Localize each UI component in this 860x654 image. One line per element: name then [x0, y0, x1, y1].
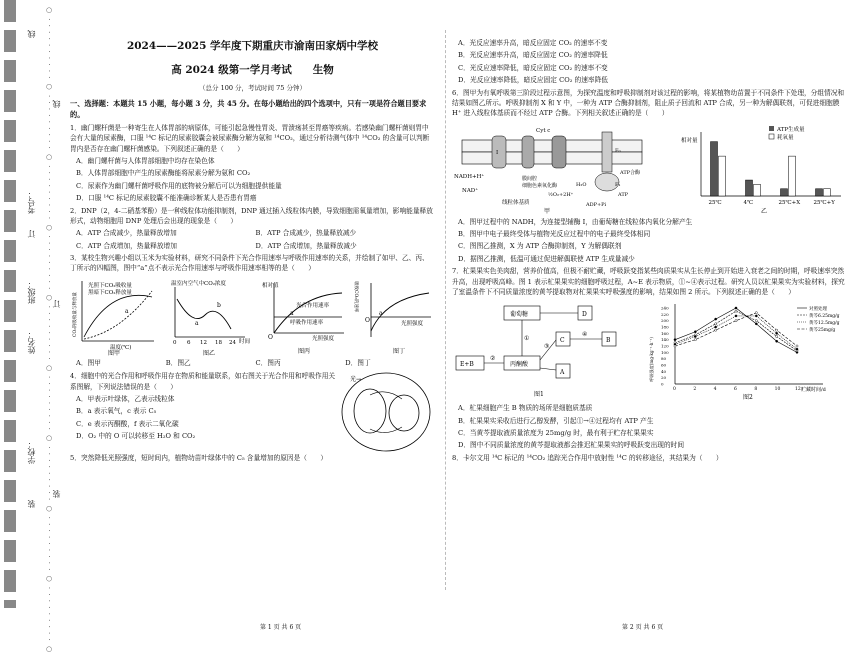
q6-chart-ylabel: 相对量: [681, 137, 698, 144]
q3-yi-caption: 图乙: [203, 349, 216, 357]
q6-fig-yi-caption: 乙: [761, 207, 768, 215]
y-tick-label: 240: [661, 305, 669, 311]
bar-category-label: 25℃+X: [778, 199, 801, 206]
y-tick-label: 160: [661, 331, 669, 337]
data-point: [694, 336, 696, 338]
legend-swatch-o2: [769, 134, 774, 139]
legend-label: 对照处理: [809, 307, 827, 313]
data-point: [796, 345, 798, 347]
q7-fig2-xlabel: 贮藏时间/d: [801, 387, 826, 394]
q2-option-a: A．ATP 合成减少，热量释放增加: [76, 229, 177, 238]
y-tick-label: 40: [661, 369, 667, 375]
x-tick-label: 8: [754, 387, 758, 393]
q3-jia-ylabel: CO₂的吸收量与释放量: [73, 291, 78, 337]
data-point: [715, 318, 717, 320]
q6-nadh: NADH+H⁺: [454, 173, 485, 180]
q4-light-label: 光→: [350, 376, 362, 384]
q3-yi-tick: 0: [173, 339, 177, 346]
q4-cell-diagram: [340, 371, 432, 453]
number-label: 考号：: [27, 190, 36, 214]
q6-oxidase: 细胞色素氧化酶: [522, 182, 558, 189]
q3-option-a: A．图甲: [76, 358, 101, 367]
x-tick-label: 10: [774, 387, 781, 393]
cut-line-char: 线: [27, 30, 36, 38]
q7-fig1-step4: ④: [582, 331, 588, 339]
q7-figure1: [452, 300, 632, 400]
x-tick-label: 0: [673, 387, 676, 393]
legend-swatch-atp: [769, 126, 774, 131]
exam-meta: （总分 100 分，考试时间 75 分钟）: [199, 83, 306, 92]
q6-f1: F₁: [615, 181, 621, 188]
q6-f0: F₀: [615, 147, 621, 154]
q6-adp: ADP+Pi: [586, 201, 607, 208]
q4-option-a: A．甲表示叶绿体，乙表示线粒体: [76, 394, 175, 403]
legend-label: 黄芩6.25mg/g: [809, 314, 840, 320]
bar-atp: [816, 188, 823, 195]
bar-category-label: 25℃+Y: [813, 199, 835, 206]
bar-atp: [711, 141, 718, 195]
series-line: [675, 313, 797, 346]
q3-ding-caption: 图丁: [393, 347, 406, 355]
q6-option-a: A．图甲过程中的 NADH，为连接型辅酶 I，由葡萄糖在线粒体内氧化分解产生: [458, 217, 693, 226]
y-tick-label: 60: [661, 362, 667, 368]
q3-yi-tick: 12: [200, 339, 207, 346]
data-point: [776, 332, 778, 334]
q6-cytc: Cyt c: [536, 127, 551, 134]
question-3-stem: 3．某校生物兴趣小组以玉米为实验材料，研究不同条件下光合作用速率与呼吸作用速率的关系，并绘制了如甲、乙、丙、丁所示的四幅图，图中“a”点不表示光合作用速率与呼吸作用速率相等的是（ ）: [70, 254, 429, 273]
q3-figure-yi: [165, 277, 253, 355]
class-label: 班级：: [27, 280, 36, 304]
q4-option-c: C．e 表示丙酮酸，f 表示二氧化碳: [76, 419, 179, 428]
q6-h2o: H₂O: [576, 181, 587, 188]
data-point: [694, 339, 696, 341]
q3-jia-xlabel: 温度(℃): [110, 344, 132, 351]
q3-yi-xunit: 时间: [239, 338, 251, 345]
x-tick-label: 12: [795, 387, 801, 393]
q7-fig1-c: C: [560, 337, 565, 345]
q6-legend-o2: 耗氧量: [777, 134, 794, 141]
q7-fig1-d: D: [582, 311, 587, 319]
q1-option-b: B．人体胃部细胞中产生的尿素酶能将尿素分解为氨和 CO₂: [76, 169, 251, 178]
data-point: [755, 320, 757, 322]
bar-category-label: 25℃: [708, 199, 722, 206]
q3-yi-point-b: b: [217, 301, 221, 309]
q3-option-d: D．图丁: [345, 358, 371, 367]
q7-fig2-caption: 图2: [743, 394, 753, 402]
y-tick-label: 180: [661, 324, 669, 330]
q3-option-c: C．图丙: [255, 358, 281, 367]
data-point: [796, 348, 798, 350]
q3-option-b: B．图乙: [165, 358, 191, 367]
data-point: [755, 315, 757, 317]
data-point: [735, 320, 737, 322]
q6-bar-chart: [677, 122, 847, 214]
bar-o2: [719, 156, 726, 196]
data-point: [776, 340, 778, 342]
cut-line-char: 订: [27, 230, 36, 238]
x-tick-label: 6: [734, 387, 737, 393]
bar-o2: [754, 184, 761, 196]
exam-title-line1: 2024——2025 学年度下期重庆市渝南田家炳中学校: [126, 40, 379, 52]
q6-membrane-diagram: [452, 122, 652, 214]
q3-yi-title: 温室内空气中CO₂浓度: [171, 280, 226, 287]
q3-jia-point: a: [125, 307, 129, 315]
school-label: 学校：: [27, 440, 36, 464]
q3-bing-caption: 图丙: [298, 347, 311, 355]
q3-jia-legend2: 黑暗下CO₂释放量: [88, 289, 132, 296]
inner-line-char: 装: [52, 490, 61, 498]
data-point: [776, 336, 778, 338]
q5-option-d: D．光反应速率降低，暗反应固定 CO₂ 的速率降低: [458, 76, 608, 85]
binding-margin: [0, 0, 62, 654]
question-7-stem: 7．杧果果实色美肉甜，营养价值高，但极不耐贮藏，呼吸跃变指某些肉质果实从生长停止到开始进入衰老之间的时期，呼吸速率突然升高，出现呼吸高峰。图 1 表示杧果果实的细胞呼吸过程，A~E 表示物质，①~④表示过程。研究人员以杧果果实为实验材料，探究了室温条件下不同质量浓度的黄芩提取物对杧果果实呼吸强度的影响，结果如图 2 所示。下列叙述正确的是（ ）: [452, 267, 845, 296]
q3-bing-line1: 光合作用速率: [296, 302, 330, 309]
y-tick-label: 0: [661, 381, 664, 387]
q6-option-d: D．据图乙推测，低温可通过促进解偶联使 ATP 生成量减少: [458, 254, 635, 263]
q6-legend-atp: ATP生成量: [777, 126, 805, 133]
q3-bing-ylabel: 相对值: [262, 282, 279, 289]
name-label: 姓名：: [27, 330, 36, 354]
cut-line-char: 装: [27, 500, 36, 508]
y-tick-label: 140: [661, 337, 669, 343]
q4-option-d: D．O₂ 中的 O 可以转移至 H₂O 和 CO₂: [76, 432, 196, 441]
data-point: [755, 312, 757, 314]
q7-fig1-caption: 图1: [534, 391, 544, 399]
q6-intermembrane: 膜间腔: [522, 175, 538, 182]
bar-o2: [789, 156, 796, 196]
q6-figures: [452, 122, 847, 214]
exam-title-line2: 高 2024 级第一学月考试 生物: [171, 64, 334, 77]
q3-ding-origin: O: [365, 316, 370, 324]
data-point: [715, 323, 717, 325]
q7-fig2-ylabel: 呼吸强度(mg·kg⁻¹·h⁻¹): [649, 337, 654, 383]
q5-option-a: A．光反应速率升高，暗反应固定 CO₂ 的速率不变: [458, 39, 608, 47]
inner-line-char: 线: [52, 100, 61, 108]
q6-i-label: I: [496, 149, 499, 156]
q7-option-a: A．杧果细胞产生 B 物质的场所是细胞质基质: [458, 404, 593, 413]
column-right: [452, 38, 847, 631]
dotted-line: ○ · · · · · · · · · · ○ · · · · · · · · · ○ · · · · · · · · · ○ · · · · · · · · · ○ · · · · · · · · · ○ · · · · · · · · · ○ · · · · · · · · · ○ · · · · · · · · · ○ · · · · · · · · · ○: [45, 6, 53, 654]
q7-figure2-line-chart: [647, 300, 847, 400]
q7-fig1-a: A: [560, 369, 565, 377]
q3-jia-caption: 图甲: [108, 349, 121, 357]
q2-option-d: D．ATP 合成增加，热量释放减少: [255, 241, 357, 250]
q2-option-b: B．ATP 合成减少，热量释放减少: [255, 229, 357, 238]
q1-option-c: C．尿素作为幽门螺杆菌呼吸作用的底物被分解后可以为细胞提供能量: [76, 181, 282, 190]
data-point: [735, 307, 737, 309]
data-point: [715, 329, 717, 331]
y-tick-label: 20: [661, 375, 667, 381]
q3-ding-point: a: [379, 309, 383, 317]
column-divider: [445, 30, 446, 590]
q3-yi-point-a: a: [195, 319, 199, 327]
legend-label: 黄芩25mg/g: [809, 328, 836, 334]
q6-option-c: C．图图乙推测，X 为 ATP 合酶抑制剂，Y 为解偶联剂: [458, 242, 622, 251]
q3-bing-xlabel: 光照强度: [312, 335, 335, 342]
y-tick-label: 200: [661, 318, 669, 324]
q7-figures: [452, 300, 847, 400]
q1-option-a: A．幽门螺杆菌与人体胃部细胞中均存在染色体: [76, 157, 215, 166]
q6-nad: NAD⁺: [462, 187, 479, 194]
q6-o2: ½O₂+2H⁺: [548, 191, 574, 198]
binding-strip: [4, 0, 16, 608]
data-point: [755, 323, 757, 325]
q3-bing-point: a: [290, 309, 294, 317]
q3-figures: [70, 277, 435, 355]
q3-yi-tick: 6: [187, 339, 191, 346]
q6-atp: ATP: [618, 191, 629, 198]
data-point: [735, 315, 737, 317]
q5-option-b: B．光反应速率升高，暗反应固定 CO₂ 的速率降低: [458, 51, 608, 60]
question-8-stem: 8．卡尔文用 ¹⁴C 标记的 ¹⁴CO₂ 追踪光合作用中放射性 ¹⁴C 的转移途径，其结果为（ ）: [452, 453, 723, 462]
y-tick-label: 80: [661, 356, 667, 362]
q6-atp-synthase: ATP合酶: [620, 169, 641, 176]
q3-ding-xlabel: 光照强度: [401, 320, 424, 327]
q4-option-b: B．a 表示氧气，c 表示 C₅: [76, 407, 157, 416]
q7-fig1-step2: ②: [490, 355, 496, 363]
q7-fig1-pyruvate: 丙酮酸: [510, 361, 529, 369]
question-2-stem: 2．DNP（2，4-二硝基苯酚）是一种线粒体功能抑制剂，DNP 通过插入线粒体内膜，导致细胞需氧量增加，影响能量释放形式，动物细胞用 DNP 处理后会出现的现象是（ ）: [70, 206, 433, 225]
q6-matrix: 线粒体基质: [502, 199, 530, 206]
column-left: [70, 38, 435, 631]
q7-option-c: C．当黄芩提取液质量浓度为 25mg/g 时，最有利于贮存杧果果实: [458, 429, 654, 437]
q3-bing-line2: 呼吸作用速率: [290, 319, 324, 326]
q7-option-b: B．杧果果实采收后进行乙醇发酵，引起①→④过程均有 ATP 产生: [458, 416, 654, 425]
q7-fig1-eb: E+B: [460, 361, 474, 369]
q3-ding-ylabel: 吸收CO₂的速率: [353, 280, 358, 313]
q3-yi-tick: 24: [229, 339, 236, 346]
inner-line-char: 订: [52, 300, 61, 308]
question-6-stem: 6．图甲为有氧呼吸第三阶段过程示意图，为探究温度和呼吸抑制剂对该过程的影响，将某植物幼苗置于不同条件下处理，分组情况和结果如图乙所示。呼吸抑制剂 X 和 Y 中，一种为 ATP 合酶抑制剂，阻止质子回流和 ATP 合成，另一种为解偶联剂，可促进细胞膜 H⁺ 进入线粒体基质而不经过 ATP 合酶。下列相关叙述正确的是（ ）: [452, 88, 845, 118]
q7-fig1-step1: ①: [524, 335, 530, 343]
data-point: [674, 339, 676, 341]
data-point: [776, 329, 778, 331]
question-4-stem: 4．细胞中的光合作用和呼吸作用存在物质和能量联系，如右图关于光合作用和呼吸作用关系图解，下列说法错误的是（ ）: [70, 372, 336, 391]
bar-category-label: 4℃: [743, 199, 754, 206]
q1-option-d: D．口服 ¹⁴C 标记的尿素胶囊不能准确诊断某人是否患有胃癌: [76, 194, 257, 203]
q3-figure-jia: [70, 277, 158, 355]
q3-bing-origin: O: [268, 333, 273, 341]
bar-o2: [824, 188, 831, 195]
legend-label: 黄芩12.5mg/g: [809, 321, 840, 327]
q7-fig1-b: B: [606, 337, 611, 345]
q3-yi-tick: 18: [215, 339, 222, 346]
page-number-2: 第 2 页 共 6 页: [622, 624, 664, 631]
q3-jia-legend1: 光照下CO₂吸收量: [88, 282, 132, 289]
x-tick-label: 4: [713, 387, 717, 393]
bar-atp: [746, 180, 753, 196]
data-point: [694, 331, 696, 333]
section-heading: 一、选择题：本题共 15 小题，每小题 3 分，共 45 分。在每小题给出的四个选项中，只有一项是符合题目要求的。: [70, 98, 427, 119]
question-5-stem: 5．突然降低光照强度，短时间内，植物幼苗叶绿体中的 C₅ 含量增加的原因是（ ）: [70, 454, 328, 463]
q5-option-c: C．光反应速率降低，暗反应固定 CO₂ 的速率不变: [458, 63, 608, 72]
y-tick-label: 100: [661, 350, 669, 356]
data-point: [674, 345, 676, 347]
data-point: [735, 310, 737, 312]
page-number-1: 第 1 页 共 6 页: [260, 624, 302, 631]
q6-fig-jia-caption: 甲: [544, 207, 551, 215]
q7-fig1-step3: ③: [544, 343, 550, 351]
q7-option-d: D．图中不同质量浓度的黄芩提取液都会推迟杧果果实的呼吸跃变出现的时间: [458, 441, 685, 450]
q3-figure-ding: [355, 277, 435, 355]
bar-atp: [781, 188, 788, 195]
q6-option-b: B．图甲中电子最终受体与植物光反应过程中的电子最终受体相同: [458, 230, 651, 238]
y-tick-label: 220: [661, 312, 669, 318]
y-tick-label: 120: [661, 343, 669, 349]
x-tick-label: 2: [693, 387, 697, 393]
data-point: [715, 326, 717, 328]
q3-figure-bing: [260, 277, 348, 355]
question-1-stem: 1．幽门螺杆菌是一种寄生在人体胃部的病原体，可能引起急慢性胃炎、胃溃疡甚至胃癌等疾病。若感染幽门螺杆菌则胃中会有大量的尿素酶，口服 ¹⁴C 标记的尿素胶囊会被尿素酶分解为氨和 ¹⁴CO₂，通过分析待测气体中 ¹⁴CO₂ 的含量可以判断胃内是否存在幽门螺杆菌感染。下列叙述正确的是（ ）: [70, 123, 430, 153]
q7-fig1-glucose: 葡萄糖: [510, 311, 529, 319]
q2-option-c: C．ATP 合成增加，热量释放增加: [76, 241, 177, 250]
